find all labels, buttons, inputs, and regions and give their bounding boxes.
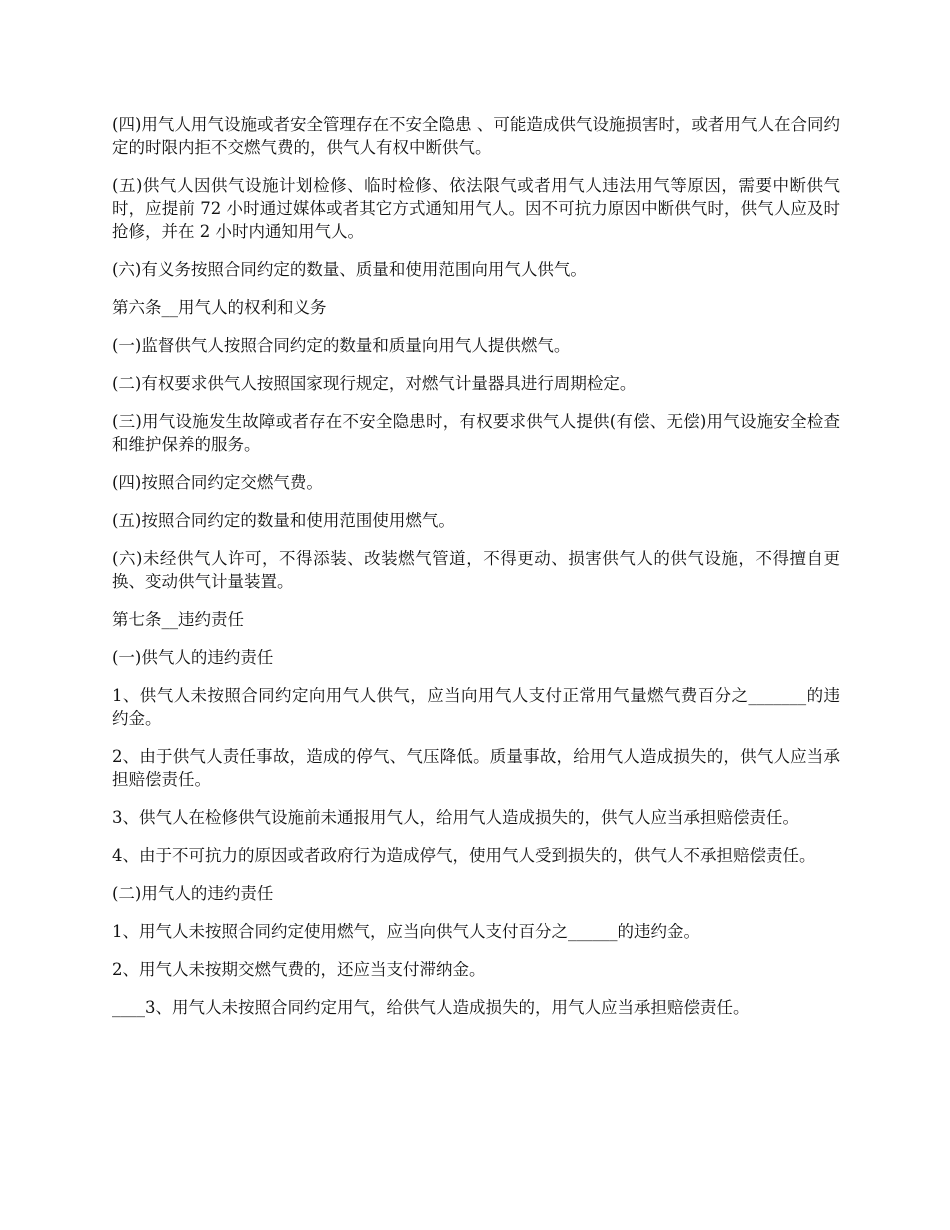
clause-paragraph: 1、供气人未按照合同约定向用气人供气，应当向用气人支付正常用气量燃气费百分之_______的违约金。 — [112, 686, 840, 728]
article-heading: 第七条__违约责任 — [112, 610, 244, 629]
clause-paragraph: (一)监督供气人按照合同约定的数量和质量向用气人提供燃气。 — [112, 336, 571, 355]
document-body — [112, 113, 840, 1034]
clause-paragraph: 4、由于不可抗力的原因或者政府行为造成停气，使用气人受到损失的，供气人不承担赔偿责任。 — [112, 846, 816, 865]
clause-paragraph: (六)未经供气人许可，不得添装、改装燃气管道，不得更动、损害供气人的供气设施，不得擅自更换、变动供气计量装置。 — [112, 549, 840, 591]
clause-paragraph: ____3、用气人未按照合同约定用气，给供气人造成损失的，用气人应当承担赔偿责任。 — [112, 998, 750, 1017]
section-heading: (二)用气人的违约责任 — [112, 884, 274, 903]
clause-paragraph: (四)按照合同约定交燃气费。 — [112, 473, 323, 492]
clause-paragraph: (四)用气人用气设施或者安全管理存在不安全隐患 、可能造成供气设施损害时，或者用气人在合同约定的时限内拒不交燃气费的，供气人有权中断供气。 — [112, 115, 840, 157]
clause-paragraph: 1、用气人未按照合同约定使用燃气，应当向供气人支付百分之______的违约金。 — [112, 922, 700, 941]
clause-paragraph: (六)有义务按照合同约定的数量、质量和使用范围向用气人供气。 — [112, 260, 587, 279]
section-heading: (一)供气人的违约责任 — [112, 648, 274, 667]
clause-paragraph: 3、供气人在检修供气设施前未通报用气人，给用气人造成损失的，供气人应当承担赔偿责任。 — [112, 808, 799, 827]
clause-paragraph: (五)按照合同约定的数量和使用范围使用燃气。 — [112, 511, 455, 530]
clause-paragraph: (五)供气人因供气设施计划检修、临时检修、依法限气或者用气人违法用气等原因，需要中断供气时，应提前 72 小时通过媒体或者其它方式通知用气人。因不可抗力原因中断供气时，供气人应及时抢修，并在 2 小时内通知用气人。 — [112, 176, 840, 241]
clause-paragraph: 2、由于供气人责任事故，造成的停气、气压降低。质量事故，给用气人造成损失的，供气人应当承担赔偿责任。 — [112, 747, 840, 789]
clause-paragraph: (三)用气设施发生故障或者存在不安全隐患时，有权要求供气人提供(有偿、无偿)用气设施安全检查和维护保养的服务。 — [112, 412, 840, 454]
clause-paragraph: 2、用气人未按期交燃气费的，还应当支付滞纳金。 — [112, 960, 486, 979]
article-heading: 第六条__用气人的权利和义务 — [112, 298, 327, 317]
clause-paragraph: (二)有权要求供气人按照国家现行规定，对燃气计量器具进行周期检定。 — [112, 374, 637, 393]
